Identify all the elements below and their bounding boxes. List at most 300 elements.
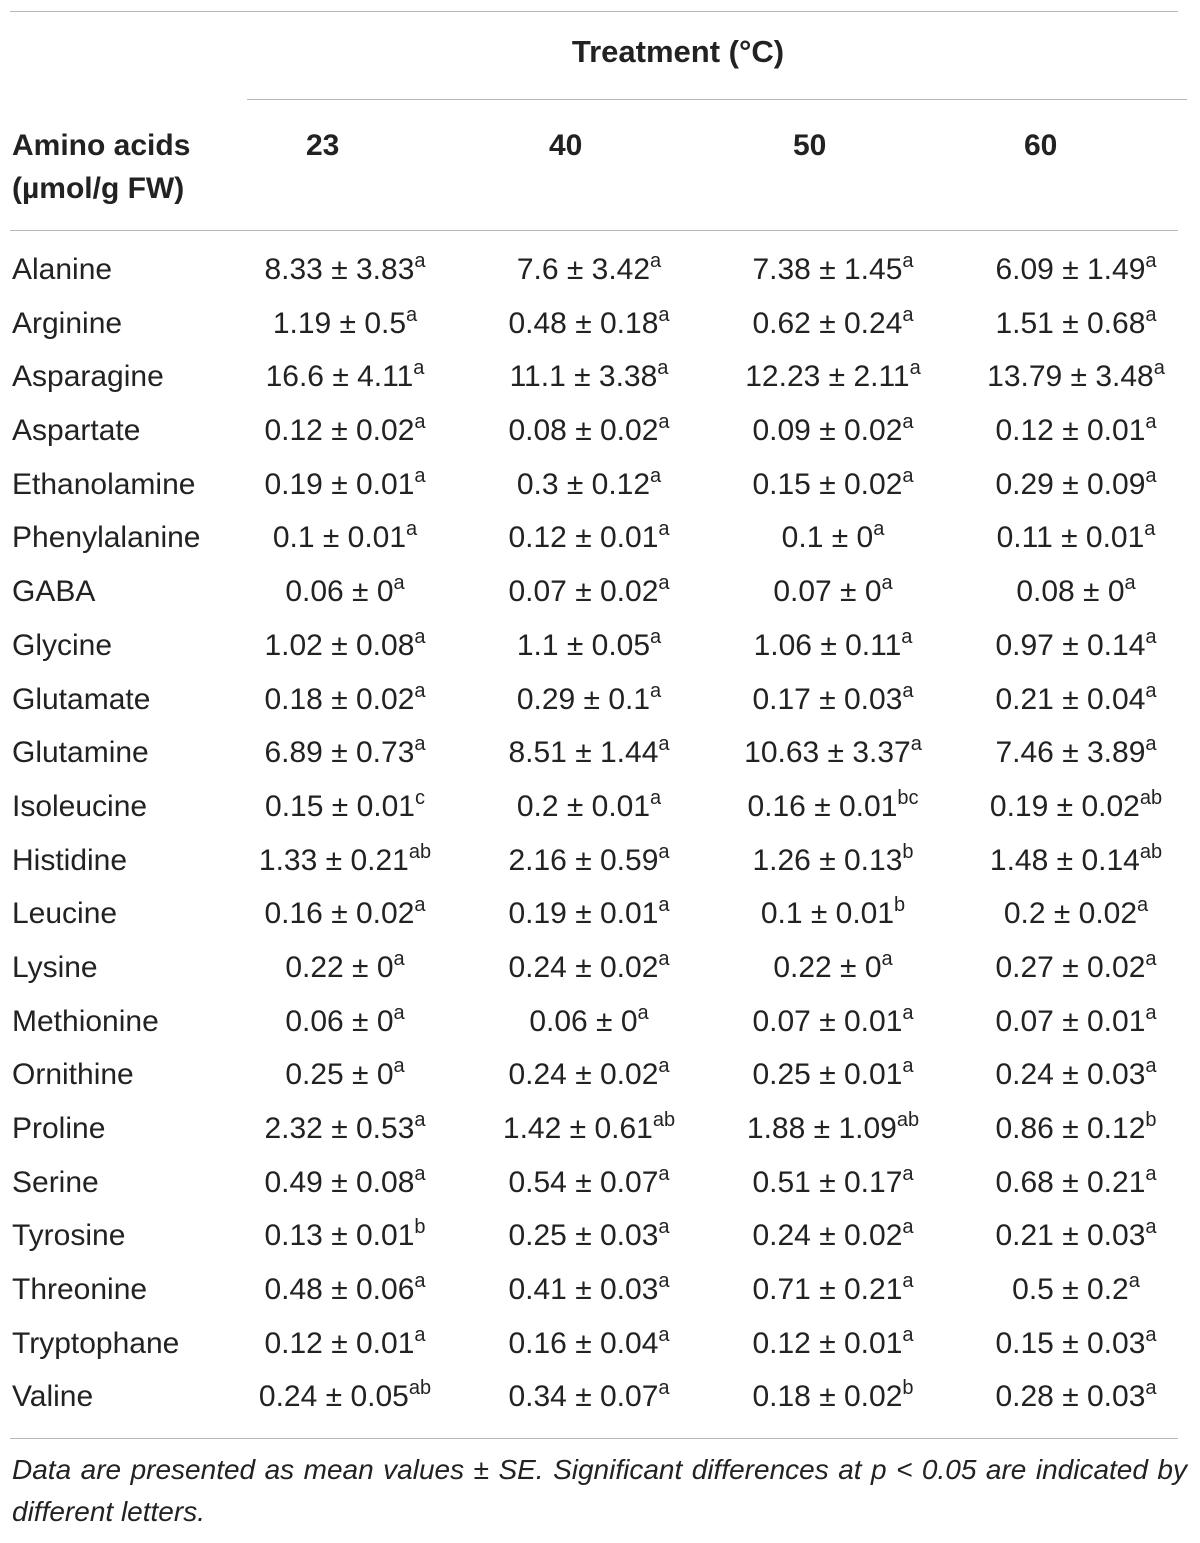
significance-letter: a bbox=[657, 357, 669, 380]
mean-se-value: 1.19 ± 0.5 bbox=[272, 306, 407, 340]
amino-acid-name: Threonine bbox=[12, 1273, 148, 1307]
significance-letter: a bbox=[414, 679, 426, 702]
value-cell-23 bbox=[264, 461, 425, 512]
value-cell-40 bbox=[508, 514, 669, 565]
value-cell-50 bbox=[782, 514, 885, 565]
value-cell-40 bbox=[517, 461, 661, 512]
mean-se-value: 0.07 ± 0.01 bbox=[995, 1004, 1146, 1038]
amino-acid-name: Isoleucine bbox=[12, 789, 148, 823]
significance-letter: a bbox=[650, 679, 662, 702]
mean-se-value: 6.89 ± 0.73 bbox=[264, 736, 415, 770]
mean-se-value: 0.06 ± 0 bbox=[529, 1004, 638, 1038]
mean-se-value: 2.16 ± 0.59 bbox=[508, 843, 659, 877]
mean-se-value: 0.54 ± 0.07 bbox=[508, 1165, 659, 1199]
mean-se-value: 0.1 ± 0 bbox=[781, 521, 874, 555]
significance-letter: a bbox=[414, 411, 426, 434]
amino-acid-name: Histidine bbox=[12, 843, 128, 877]
value-cell-23 bbox=[273, 300, 417, 351]
mean-se-value: 0.13 ± 0.01 bbox=[264, 1219, 415, 1253]
mean-se-value: 0.27 ± 0.02 bbox=[995, 950, 1146, 984]
value-cell-23 bbox=[285, 998, 404, 1049]
significance-letter: a bbox=[393, 572, 405, 595]
value-cell-50 bbox=[761, 890, 905, 941]
mean-se-value: 0.97 ± 0.14 bbox=[995, 628, 1146, 662]
value-cell-60 bbox=[995, 1320, 1156, 1371]
significance-letter: b bbox=[1145, 1109, 1157, 1131]
significance-letter: a bbox=[909, 357, 921, 380]
significance-letter: a bbox=[1145, 250, 1157, 272]
value-cell-50 bbox=[752, 461, 913, 512]
significance-letter: a bbox=[406, 303, 418, 326]
table-row bbox=[0, 300, 1200, 354]
mean-se-value: 0.29 ± 0.09 bbox=[995, 467, 1146, 501]
amino-acid-name: Ornithine bbox=[12, 1058, 134, 1092]
table-row bbox=[0, 676, 1200, 730]
value-cell-50 bbox=[752, 1159, 913, 1210]
top-rule bbox=[10, 11, 1178, 12]
significance-letter: a bbox=[1145, 733, 1157, 756]
treatment-header: Treatment (°C) bbox=[571, 34, 785, 69]
significance-letter: a bbox=[393, 1001, 405, 1024]
mean-se-value: 1.51 ± 0.68 bbox=[995, 306, 1146, 340]
significance-letter: a bbox=[658, 1270, 670, 1293]
mean-se-value: 0.24 ± 0.02 bbox=[508, 1058, 659, 1092]
amino-acid-name: Alanine bbox=[12, 253, 113, 286]
table-row bbox=[0, 729, 1200, 783]
significance-letter: a bbox=[1145, 1055, 1157, 1078]
significance-letter: a bbox=[901, 625, 913, 648]
mean-se-value: 0.68 ± 0.21 bbox=[995, 1165, 1146, 1199]
significance-letter: a bbox=[1145, 411, 1157, 434]
mean-se-value: 0.3 ± 0.12 bbox=[516, 467, 651, 501]
value-cell-40 bbox=[517, 622, 661, 673]
row-header bbox=[12, 124, 190, 210]
significance-letter: a bbox=[1124, 572, 1136, 595]
significance-letter: a bbox=[650, 625, 662, 648]
value-cell-40 bbox=[508, 300, 669, 351]
value-cell-60 bbox=[995, 407, 1156, 458]
value-cell-23 bbox=[264, 1266, 425, 1317]
mean-se-value: 0.19 ± 0.01 bbox=[264, 467, 415, 501]
mean-se-value: 10.63 ± 3.37 bbox=[744, 736, 911, 770]
amino-acid-name: Aspartate bbox=[12, 414, 141, 448]
mean-se-value: 0.08 ± 0.02 bbox=[508, 414, 659, 448]
table-row bbox=[0, 407, 1200, 461]
table-row bbox=[0, 998, 1200, 1052]
significance-letter: a bbox=[873, 518, 885, 541]
amino-acid-name: Serine bbox=[12, 1165, 99, 1199]
significance-letter: a bbox=[406, 518, 418, 541]
value-cell-40 bbox=[508, 1320, 669, 1371]
column-header-40: 40 bbox=[549, 129, 583, 162]
table-row bbox=[0, 1051, 1200, 1105]
significance-letter: c bbox=[414, 786, 425, 809]
mean-se-value: 1.26 ± 0.13 bbox=[752, 843, 903, 877]
value-cell-50 bbox=[747, 1105, 919, 1156]
significance-letter: a bbox=[658, 303, 670, 326]
significance-letter: a bbox=[1144, 518, 1156, 541]
value-cell-60 bbox=[995, 998, 1156, 1049]
value-cell-50 bbox=[752, 837, 913, 888]
value-cell-23 bbox=[285, 944, 404, 995]
value-cell-60 bbox=[995, 676, 1156, 727]
value-cell-60 bbox=[990, 783, 1162, 834]
significance-letter: a bbox=[658, 733, 670, 756]
significance-letter: a bbox=[650, 464, 662, 487]
significance-letter: ab bbox=[408, 1377, 432, 1400]
significance-letter: a bbox=[1128, 1270, 1140, 1293]
significance-letter: a bbox=[393, 1055, 405, 1078]
significance-letter: a bbox=[658, 1162, 670, 1185]
value-cell-60 bbox=[1004, 890, 1148, 941]
significance-letter: a bbox=[658, 840, 670, 863]
mean-se-value: 0.21 ± 0.03 bbox=[995, 1219, 1146, 1253]
mean-se-value: 0.41 ± 0.03 bbox=[508, 1273, 659, 1307]
mean-se-value: 0.12 ± 0.02 bbox=[264, 414, 415, 448]
mean-se-value: 0.19 ± 0.01 bbox=[508, 897, 659, 931]
mean-se-value: 7.6 ± 3.42 bbox=[516, 253, 651, 286]
mean-se-value: 0.16 ± 0.02 bbox=[264, 897, 415, 931]
significance-letter: a bbox=[1145, 679, 1157, 702]
value-cell-40 bbox=[508, 890, 669, 941]
mean-se-value: 0.28 ± 0.03 bbox=[995, 1380, 1146, 1414]
mean-se-value: 0.09 ± 0.02 bbox=[752, 414, 903, 448]
mean-se-value: 0.2 ± 0.02 bbox=[1003, 897, 1138, 931]
mean-se-value: 0.24 ± 0.02 bbox=[508, 950, 659, 984]
significance-letter: a bbox=[414, 894, 426, 917]
mean-se-value: 0.22 ± 0 bbox=[285, 950, 394, 984]
significance-letter: a bbox=[1145, 1323, 1157, 1346]
mean-se-value: 0.15 ± 0.02 bbox=[752, 467, 903, 501]
mean-se-value: 0.12 ± 0.01 bbox=[995, 414, 1146, 448]
mean-se-value: 0.34 ± 0.07 bbox=[508, 1380, 659, 1414]
significance-letter: a bbox=[658, 947, 670, 970]
significance-letter: a bbox=[902, 1162, 914, 1185]
mean-se-value: 0.15 ± 0.03 bbox=[995, 1326, 1146, 1360]
significance-letter: a bbox=[658, 1323, 670, 1346]
mean-se-value: 0.07 ± 0 bbox=[773, 575, 882, 609]
value-cell-60 bbox=[1012, 1266, 1140, 1317]
mean-se-value: 7.46 ± 3.89 bbox=[995, 736, 1146, 770]
significance-letter: b bbox=[902, 1377, 914, 1400]
significance-letter: ab bbox=[408, 840, 432, 863]
amino-acid-name: Glycine bbox=[12, 628, 113, 662]
significance-letter: a bbox=[658, 411, 670, 434]
value-cell-40 bbox=[508, 407, 669, 458]
mean-se-value: 0.21 ± 0.04 bbox=[995, 682, 1146, 716]
significance-letter: a bbox=[658, 894, 670, 917]
value-cell-23 bbox=[264, 729, 425, 780]
value-cell-23 bbox=[285, 568, 404, 619]
significance-letter: a bbox=[902, 679, 914, 702]
significance-letter: a bbox=[1145, 303, 1157, 326]
table-row bbox=[0, 1266, 1200, 1320]
mean-se-value: 0.5 ± 0.2 bbox=[1012, 1273, 1129, 1307]
value-cell-60 bbox=[995, 622, 1156, 673]
table-row bbox=[0, 783, 1200, 837]
significance-letter: b bbox=[414, 1216, 426, 1239]
mean-se-value: 0.16 ± 0.04 bbox=[508, 1326, 659, 1360]
value-cell-60 bbox=[995, 944, 1156, 995]
value-cell-50 bbox=[754, 622, 913, 673]
value-cell-40 bbox=[503, 1105, 675, 1156]
value-cell-50 bbox=[744, 729, 922, 780]
mean-se-value: 0.1 ± 0.01 bbox=[760, 897, 895, 931]
significance-letter: a bbox=[414, 1162, 426, 1185]
table-body bbox=[0, 246, 1200, 1427]
amino-acid-name: Lysine bbox=[12, 950, 98, 984]
table-row bbox=[0, 514, 1200, 568]
mean-se-value: 0.11 ± 0.01 bbox=[996, 521, 1145, 555]
mean-se-value: 1.06 ± 0.11 bbox=[753, 628, 902, 662]
value-cell-23 bbox=[259, 1373, 431, 1424]
value-cell-23 bbox=[264, 1320, 425, 1371]
significance-letter: a bbox=[650, 250, 662, 272]
amino-acid-name: Ethanolamine bbox=[12, 467, 196, 501]
value-cell-50 bbox=[752, 1051, 913, 1102]
table-row bbox=[0, 461, 1200, 515]
value-cell-40 bbox=[517, 783, 661, 834]
value-cell-50 bbox=[752, 246, 913, 297]
significance-letter: a bbox=[881, 947, 893, 970]
value-cell-50 bbox=[752, 1212, 913, 1263]
amino-acid-name: Valine bbox=[12, 1380, 94, 1414]
value-cell-23 bbox=[264, 407, 425, 458]
value-cell-23 bbox=[266, 353, 425, 404]
value-cell-60 bbox=[995, 1159, 1156, 1210]
significance-letter: a bbox=[414, 1323, 426, 1346]
significance-letter: a bbox=[902, 1216, 914, 1239]
value-cell-60 bbox=[995, 729, 1156, 780]
value-cell-23 bbox=[264, 676, 425, 727]
mean-se-value: 0.15 ± 0.01 bbox=[265, 789, 415, 823]
mean-se-value: 13.79 ± 3.48 bbox=[987, 360, 1154, 394]
column-header-50: 50 bbox=[793, 129, 827, 162]
table-row bbox=[0, 837, 1200, 891]
value-cell-40 bbox=[508, 1212, 669, 1263]
significance-letter: b bbox=[902, 840, 914, 863]
value-cell-50 bbox=[752, 300, 913, 351]
value-cell-40 bbox=[508, 729, 669, 780]
significance-letter: a bbox=[902, 1270, 914, 1293]
value-cell-60 bbox=[995, 1373, 1156, 1424]
significance-letter: a bbox=[1145, 1162, 1157, 1185]
value-cell-23 bbox=[264, 1105, 425, 1156]
mean-se-value: 0.16 ± 0.01 bbox=[747, 789, 898, 823]
mean-se-value: 0.24 ± 0.03 bbox=[995, 1058, 1146, 1092]
mean-se-value: 8.33 ± 3.83 bbox=[264, 253, 415, 286]
significance-letter: a bbox=[881, 572, 893, 595]
significance-letter: ab bbox=[896, 1109, 920, 1131]
mean-se-value: 0.1 ± 0.01 bbox=[272, 521, 407, 555]
significance-letter: a bbox=[414, 733, 426, 756]
significance-letter: a bbox=[902, 1055, 914, 1078]
mean-se-value: 0.86 ± 0.12 bbox=[995, 1112, 1146, 1145]
treatment-rule bbox=[247, 99, 1187, 100]
significance-letter: a bbox=[910, 733, 922, 756]
mean-se-value: 0.07 ± 0.02 bbox=[508, 575, 659, 609]
mean-se-value: 0.19 ± 0.02 bbox=[989, 789, 1140, 823]
value-cell-40 bbox=[508, 837, 669, 888]
significance-letter: a bbox=[902, 1001, 914, 1024]
mean-se-value: 1.1 ± 0.05 bbox=[516, 628, 651, 662]
value-cell-60 bbox=[995, 461, 1156, 512]
significance-letter: a bbox=[658, 1377, 670, 1400]
mean-se-value: 11.1 ± 3.38 bbox=[509, 360, 658, 394]
value-cell-40 bbox=[508, 944, 669, 995]
table-row bbox=[0, 622, 1200, 676]
significance-letter: a bbox=[1145, 1377, 1157, 1400]
table-footnote: Data are presented as mean values ± SE. Significant differences at p < 0.05 are indicated by different letters. bbox=[12, 1454, 1187, 1527]
mean-se-value: 0.2 ± 0.01 bbox=[516, 789, 651, 823]
amino-acid-name: Glutamine bbox=[12, 736, 149, 770]
value-cell-60 bbox=[995, 1212, 1156, 1263]
value-cell-60 bbox=[995, 300, 1156, 351]
mean-se-value: 0.48 ± 0.18 bbox=[508, 306, 659, 340]
value-cell-50 bbox=[752, 1373, 913, 1424]
significance-letter: a bbox=[1145, 625, 1157, 648]
significance-letter: a bbox=[902, 303, 914, 326]
amino-acid-name: Proline bbox=[12, 1112, 106, 1145]
mean-se-value: 0.25 ± 0.03 bbox=[508, 1219, 659, 1253]
table-row bbox=[0, 1320, 1200, 1374]
value-cell-23 bbox=[264, 1159, 425, 1210]
table-row bbox=[0, 246, 1200, 300]
mean-se-value: 0.07 ± 0.01 bbox=[752, 1004, 903, 1038]
mean-se-value: 0.12 ± 0.01 bbox=[264, 1326, 415, 1360]
amino-acid-name: Arginine bbox=[12, 306, 123, 340]
mean-se-value: 0.62 ± 0.24 bbox=[752, 306, 903, 340]
value-cell-23 bbox=[264, 1212, 425, 1263]
significance-letter: a bbox=[650, 786, 662, 809]
mean-se-value: 12.23 ± 2.11 bbox=[745, 360, 910, 394]
table-row bbox=[0, 353, 1200, 407]
amino-acid-name: Tyrosine bbox=[12, 1219, 126, 1253]
significance-letter: a bbox=[658, 518, 670, 541]
mean-se-value: 0.08 ± 0 bbox=[1016, 575, 1125, 609]
value-cell-50 bbox=[752, 998, 913, 1049]
value-cell-50 bbox=[752, 1320, 913, 1371]
value-cell-40 bbox=[508, 1266, 669, 1317]
mean-se-value: 0.25 ± 0 bbox=[285, 1058, 394, 1092]
value-cell-50 bbox=[752, 1266, 913, 1317]
table-row bbox=[0, 1212, 1200, 1266]
mean-se-value: 0.29 ± 0.1 bbox=[516, 682, 651, 716]
mean-se-value: 1.02 ± 0.08 bbox=[264, 628, 415, 662]
table-row bbox=[0, 1105, 1200, 1159]
mean-se-value: 0.24 ± 0.05 bbox=[258, 1380, 409, 1414]
significance-letter: a bbox=[1145, 1001, 1157, 1024]
significance-letter: a bbox=[414, 625, 426, 648]
column-header-60: 60 bbox=[1024, 129, 1058, 162]
significance-letter: ab bbox=[652, 1109, 676, 1131]
significance-letter: a bbox=[414, 1270, 426, 1293]
mean-se-value: 0.25 ± 0.01 bbox=[752, 1058, 903, 1092]
value-cell-60 bbox=[1016, 568, 1135, 619]
mean-se-value: 0.24 ± 0.02 bbox=[752, 1219, 903, 1253]
mean-se-value: 1.48 ± 0.14 bbox=[989, 843, 1140, 877]
value-cell-60 bbox=[987, 353, 1165, 404]
value-cell-40 bbox=[508, 1051, 669, 1102]
value-cell-23 bbox=[264, 246, 425, 297]
significance-letter: a bbox=[1145, 1216, 1157, 1239]
value-cell-23 bbox=[264, 890, 425, 941]
value-cell-23 bbox=[265, 783, 425, 834]
mean-se-value: 1.88 ± 1.09 bbox=[746, 1112, 897, 1145]
mean-se-value: 2.32 ± 0.53 bbox=[264, 1112, 415, 1145]
mean-se-value: 6.09 ± 1.49 bbox=[995, 253, 1146, 286]
table-row bbox=[0, 568, 1200, 622]
mean-se-value: 1.42 ± 0.61 bbox=[502, 1112, 653, 1145]
significance-letter: a bbox=[1153, 357, 1165, 380]
value-cell-50 bbox=[773, 944, 892, 995]
mean-se-value: 0.18 ± 0.02 bbox=[752, 1380, 903, 1414]
significance-letter: a bbox=[658, 1216, 670, 1239]
mean-se-value: 0.49 ± 0.08 bbox=[264, 1165, 415, 1199]
value-cell-60 bbox=[995, 1105, 1156, 1156]
significance-letter: a bbox=[413, 357, 425, 380]
mean-se-value: 0.12 ± 0.01 bbox=[508, 521, 659, 555]
amino-acid-name: GABA bbox=[12, 575, 96, 609]
significance-letter: a bbox=[658, 572, 670, 595]
row-header-line2: (µmol/g FW) bbox=[12, 172, 185, 205]
significance-letter: ab bbox=[1139, 840, 1163, 863]
column-header-23: 23 bbox=[306, 129, 340, 162]
mean-se-value: 0.22 ± 0 bbox=[773, 950, 882, 984]
value-cell-40 bbox=[510, 353, 669, 404]
significance-letter: bc bbox=[897, 786, 919, 809]
value-cell-50 bbox=[752, 676, 913, 727]
table-row bbox=[0, 1159, 1200, 1213]
mean-se-value: 16.6 ± 4.11 bbox=[265, 360, 414, 394]
mean-se-value: 0.51 ± 0.17 bbox=[752, 1165, 903, 1199]
value-cell-23 bbox=[285, 1051, 404, 1102]
amino-acid-name: Glutamate bbox=[12, 682, 151, 716]
value-cell-40 bbox=[508, 568, 669, 619]
mean-se-value: 1.33 ± 0.21 bbox=[258, 843, 409, 877]
amino-acid-name: Asparagine bbox=[12, 360, 164, 394]
mean-se-value: 7.38 ± 1.45 bbox=[752, 253, 903, 286]
value-cell-23 bbox=[259, 837, 431, 888]
table-row bbox=[0, 944, 1200, 998]
significance-letter: a bbox=[902, 1323, 914, 1346]
value-cell-40 bbox=[517, 676, 661, 727]
significance-letter: a bbox=[902, 250, 914, 272]
mean-se-value: 8.51 ± 1.44 bbox=[508, 736, 659, 770]
amino-acid-name: Leucine bbox=[12, 897, 118, 931]
mean-se-value: 0.17 ± 0.03 bbox=[752, 682, 903, 716]
bottom-rule bbox=[10, 1438, 1178, 1439]
value-cell-23 bbox=[264, 622, 425, 673]
mean-se-value: 0.06 ± 0 bbox=[285, 575, 394, 609]
value-cell-40 bbox=[508, 1373, 669, 1424]
mean-se-value: 0.18 ± 0.02 bbox=[264, 682, 415, 716]
value-cell-40 bbox=[529, 998, 648, 1049]
significance-letter: a bbox=[1145, 947, 1157, 970]
significance-letter: a bbox=[414, 1109, 426, 1131]
value-cell-50 bbox=[747, 783, 918, 834]
value-cell-60 bbox=[995, 1051, 1156, 1102]
amino-acid-name: Methionine bbox=[12, 1004, 159, 1038]
amino-acid-name: Tryptophane bbox=[12, 1326, 180, 1360]
value-cell-60 bbox=[990, 837, 1162, 888]
significance-letter: a bbox=[1137, 894, 1149, 917]
value-cell-23 bbox=[273, 514, 417, 565]
row-header-line1: Amino acids bbox=[12, 129, 191, 162]
significance-letter: ab bbox=[1139, 786, 1163, 809]
significance-letter: a bbox=[414, 464, 426, 487]
mean-se-value: 0.12 ± 0.01 bbox=[752, 1326, 903, 1360]
